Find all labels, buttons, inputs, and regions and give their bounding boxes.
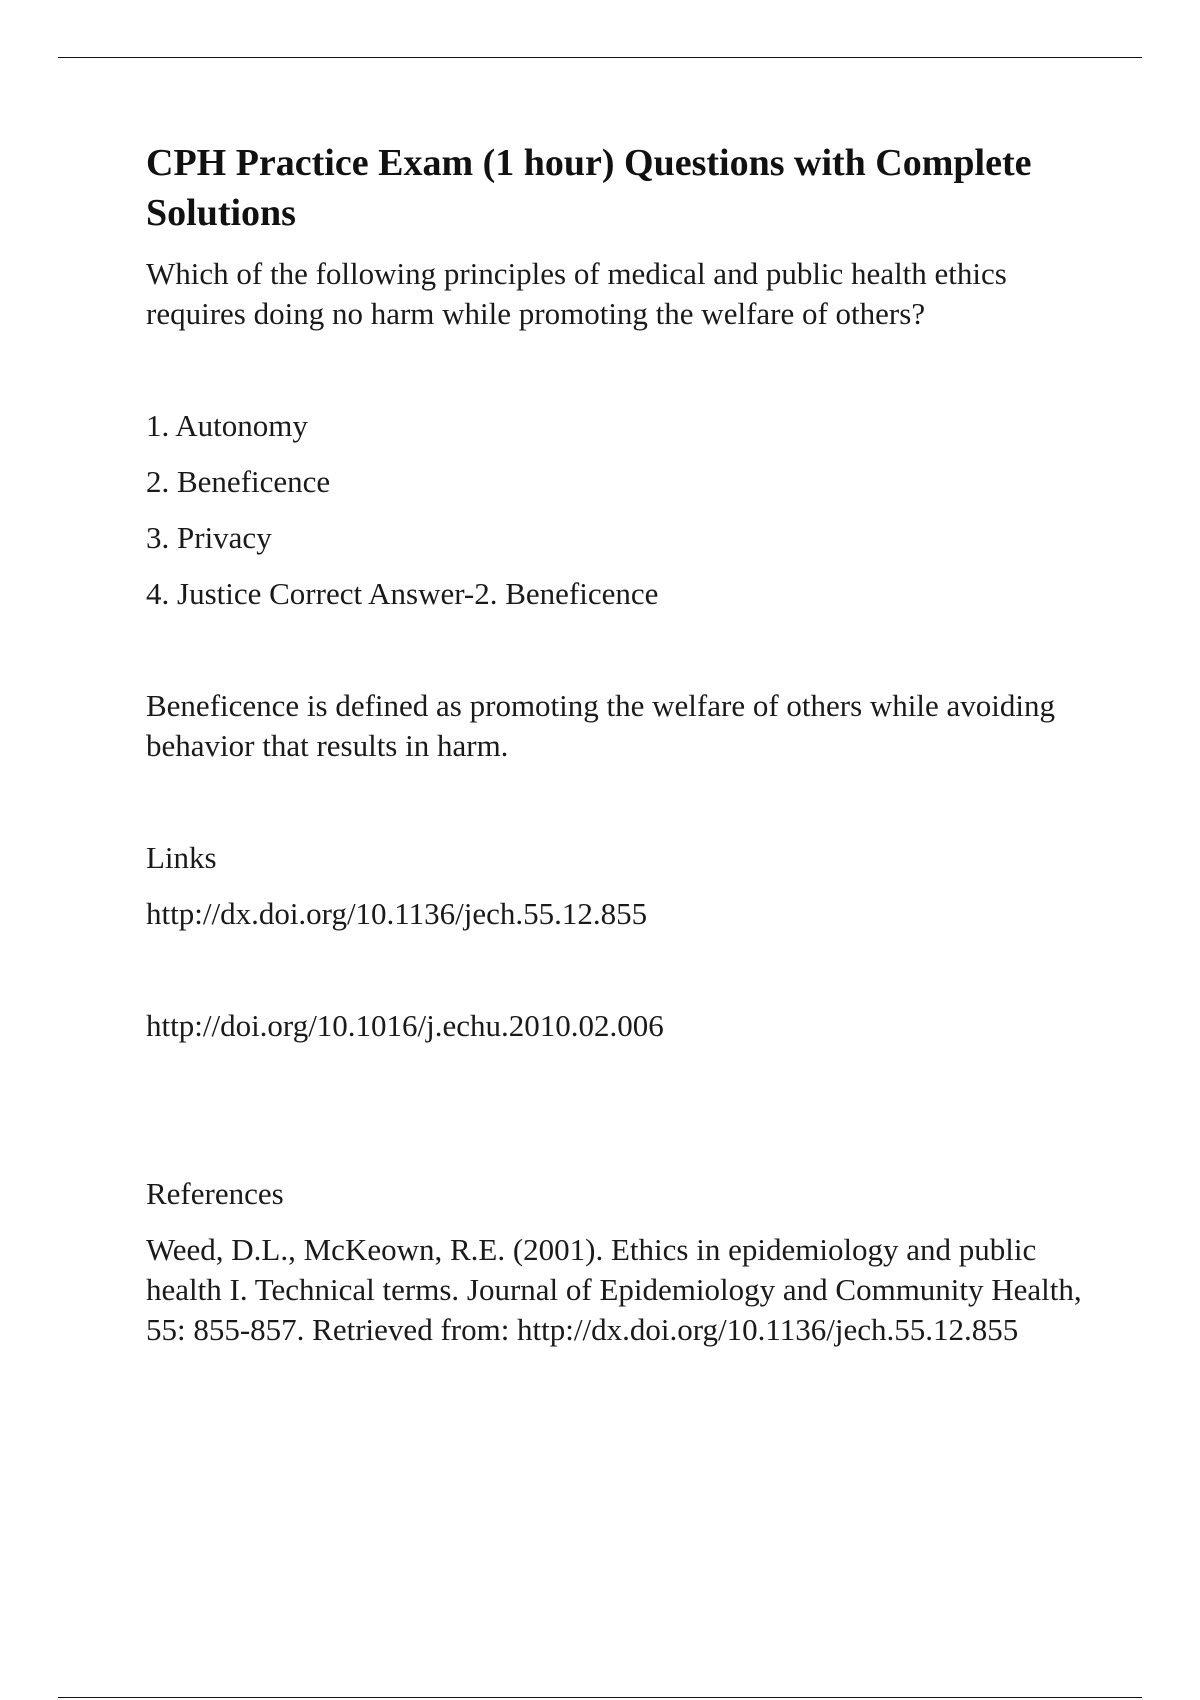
- doi-link-2[interactable]: http://doi.org/10.1016/j.echu.2010.02.006: [146, 1008, 664, 1043]
- document-body: [146, 138, 1106, 1350]
- bottom-divider: [58, 1697, 1142, 1698]
- answer-option-4: 4. Justice Correct Answer-2. Beneficence: [146, 576, 659, 611]
- explanation-text: Beneficence is defined as promoting the welfare of others while avoiding behavior that results in harm.: [146, 688, 1056, 763]
- answer-option-1: 1. Autonomy: [146, 408, 308, 443]
- document-title: CPH Practice Exam (1 hour) Questions with Complete Solutions: [146, 142, 1032, 234]
- doi-link-1[interactable]: http://dx.doi.org/10.1136/jech.55.12.855: [146, 896, 648, 931]
- answer-option-2: 2. Beneficence: [146, 464, 331, 499]
- top-divider: [58, 57, 1142, 58]
- reference-entry: Weed, D.L., McKeown, R.E. (2001). Ethics in epidemiology and public health I. Technical terms. Journal of Epidemiology and Community Health, 55: 855-857. Retrieved from: http://dx.doi.org/10.1136/jech.55.12.855: [146, 1232, 1082, 1347]
- question-text: Which of the following principles of medical and public health ethics requires doing no harm while promoting the welfare of others?: [146, 256, 1007, 331]
- links-heading: Links: [146, 840, 217, 875]
- answer-options: [146, 406, 1106, 614]
- references-heading: References: [146, 1176, 284, 1211]
- answer-option-3: 3. Privacy: [146, 520, 272, 555]
